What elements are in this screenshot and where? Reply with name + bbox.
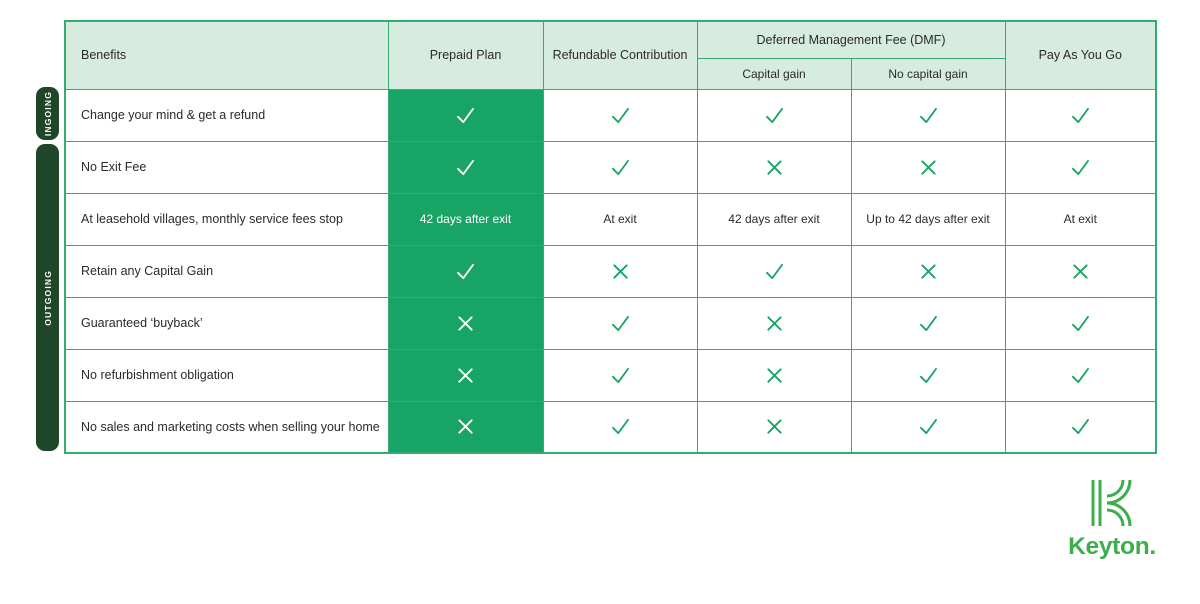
cross-cell xyxy=(697,401,851,453)
table-row xyxy=(65,193,1156,245)
check-icon xyxy=(917,364,940,387)
cross-icon xyxy=(454,312,477,335)
benefit-label: No sales and marketing costs when selling your home xyxy=(65,401,388,453)
check-icon xyxy=(1069,156,1092,179)
check-icon xyxy=(917,104,940,127)
cross-cell xyxy=(1005,245,1156,297)
row-group-outgoing-label: OUTGOING xyxy=(42,269,53,326)
table-row xyxy=(65,245,1156,297)
col-header-no-capital-gain: No capital gain xyxy=(851,58,1005,89)
cross-cell xyxy=(697,141,851,193)
keyton-logo-mark-icon xyxy=(1090,478,1134,528)
check-cell xyxy=(697,89,851,141)
check-cell xyxy=(1005,89,1156,141)
check-icon xyxy=(609,312,632,335)
cross-cell xyxy=(851,245,1005,297)
check-cell xyxy=(851,297,1005,349)
text-cell: Up to 42 days after exit xyxy=(851,193,1005,245)
table-body xyxy=(65,89,1156,453)
col-header-refundable-contribution: Refundable Contribution xyxy=(543,21,697,89)
check-icon xyxy=(454,260,477,283)
comparison-table xyxy=(64,20,1157,454)
col-header-capital-gain: Capital gain xyxy=(697,58,851,89)
cross-icon xyxy=(454,364,477,387)
check-icon xyxy=(917,415,940,438)
table-row xyxy=(65,297,1156,349)
check-cell xyxy=(1005,141,1156,193)
col-header-dmf-group: Deferred Management Fee (DMF) xyxy=(697,21,1005,58)
text-cell: At exit xyxy=(1005,193,1156,245)
check-icon xyxy=(917,312,940,335)
cross-cell xyxy=(388,297,543,349)
col-header-pay-as-you-go: Pay As You Go xyxy=(1005,21,1156,89)
cross-icon xyxy=(454,415,477,438)
cross-icon xyxy=(609,260,632,283)
check-cell xyxy=(543,401,697,453)
row-group-outgoing xyxy=(36,144,59,451)
keyton-logo xyxy=(1062,478,1162,561)
cross-icon xyxy=(763,364,786,387)
benefit-label: Retain any Capital Gain xyxy=(65,245,388,297)
check-cell xyxy=(388,141,543,193)
benefit-label: Change your mind & get a refund xyxy=(65,89,388,141)
check-cell xyxy=(851,401,1005,453)
check-cell xyxy=(543,141,697,193)
benefit-label: Guaranteed ‘buyback’ xyxy=(65,297,388,349)
cross-cell xyxy=(851,141,1005,193)
check-icon xyxy=(1069,104,1092,127)
row-group-ingoing-label: INGOING xyxy=(42,90,53,137)
check-cell xyxy=(1005,349,1156,401)
check-cell xyxy=(851,89,1005,141)
row-group-ingoing xyxy=(36,87,59,140)
check-icon xyxy=(1069,415,1092,438)
benefit-label: At leasehold villages, monthly service fees stop xyxy=(65,193,388,245)
text-cell: At exit xyxy=(543,193,697,245)
benefit-label: No refurbishment obligation xyxy=(65,349,388,401)
cross-icon xyxy=(917,156,940,179)
check-icon xyxy=(454,104,477,127)
cross-icon xyxy=(763,415,786,438)
check-cell xyxy=(543,349,697,401)
cross-cell xyxy=(388,401,543,453)
check-cell xyxy=(1005,297,1156,349)
check-icon xyxy=(454,156,477,179)
check-icon xyxy=(763,260,786,283)
col-header-prepaid-plan: Prepaid Plan xyxy=(388,21,543,89)
check-cell xyxy=(543,89,697,141)
check-icon xyxy=(1069,364,1092,387)
cross-icon xyxy=(763,312,786,335)
check-icon xyxy=(1069,312,1092,335)
cross-icon xyxy=(1069,260,1092,283)
col-header-benefits: Benefits xyxy=(65,21,388,89)
cross-cell xyxy=(697,297,851,349)
cross-icon xyxy=(917,260,940,283)
check-icon xyxy=(609,104,632,127)
comparison-table-wrap xyxy=(64,20,1157,454)
check-icon xyxy=(609,156,632,179)
table-row xyxy=(65,401,1156,453)
check-cell xyxy=(388,89,543,141)
check-icon xyxy=(609,415,632,438)
check-cell xyxy=(1005,401,1156,453)
check-cell xyxy=(851,349,1005,401)
check-icon xyxy=(763,104,786,127)
keyton-wordmark: Keyton. xyxy=(1068,533,1156,560)
benefit-label: No Exit Fee xyxy=(65,141,388,193)
check-cell xyxy=(388,245,543,297)
cross-cell xyxy=(388,349,543,401)
text-cell: 42 days after exit xyxy=(697,193,851,245)
cross-cell xyxy=(697,349,851,401)
check-cell xyxy=(697,245,851,297)
check-icon xyxy=(609,364,632,387)
check-cell xyxy=(543,297,697,349)
text-cell: 42 days after exit xyxy=(388,193,543,245)
table-row xyxy=(65,349,1156,401)
cross-cell xyxy=(543,245,697,297)
table-row xyxy=(65,89,1156,141)
table-row xyxy=(65,141,1156,193)
cross-icon xyxy=(763,156,786,179)
